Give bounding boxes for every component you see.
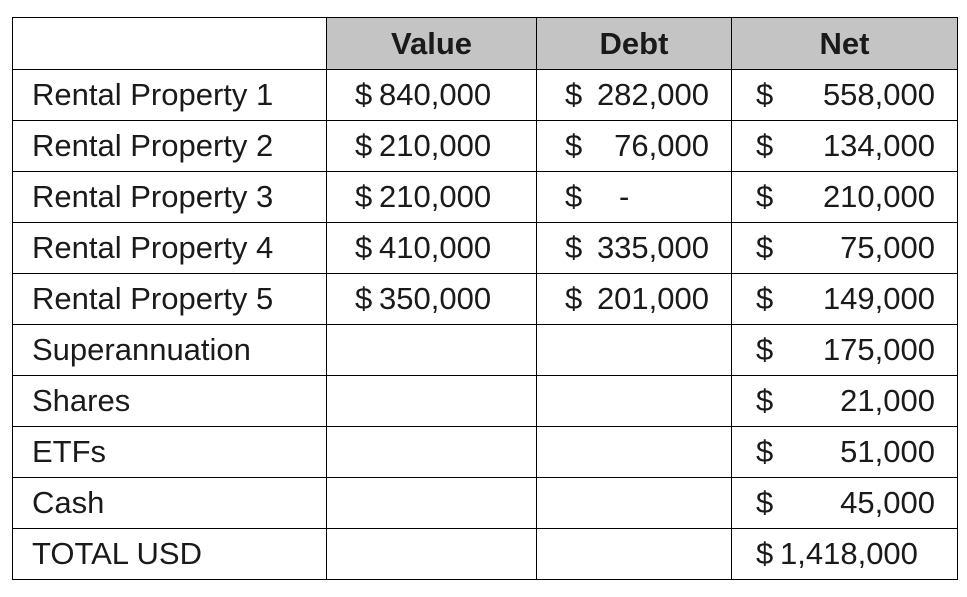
net-amount: 45,000 [840,485,935,520]
value-amount: 350,000 [379,281,492,316]
debt-cell[interactable] [537,325,732,376]
value-cell[interactable] [327,274,537,325]
row-label-cell[interactable]: ETFs [13,427,327,478]
header-value[interactable]: Value [327,18,537,70]
currency-symbol: $ [756,536,774,571]
table-row [13,274,958,325]
net-cell[interactable] [732,529,958,580]
row-label-cell[interactable]: TOTAL USD [13,529,327,580]
row-label-cell[interactable]: Shares [13,376,327,427]
value-cell[interactable] [327,223,537,274]
table-row [13,121,958,172]
net-amount: 51,000 [840,434,935,469]
row-label-cell[interactable]: Rental Property 4 [13,223,327,274]
net-amount: 21,000 [840,383,935,418]
table-row [13,376,958,427]
row-label-cell[interactable]: Rental Property 1 [13,70,327,121]
row-label-cell[interactable]: Rental Property 2 [13,121,327,172]
value-cell[interactable] [327,529,537,580]
debt-cell[interactable] [537,172,732,223]
currency-symbol: $ [756,281,774,316]
debt-cell[interactable] [537,478,732,529]
table-row [13,70,958,121]
net-worth-table [12,17,958,580]
debt-cell[interactable] [537,70,732,121]
currency-symbol: $ [355,77,373,112]
debt-cell[interactable] [537,274,732,325]
net-amount: 75,000 [840,230,935,265]
row-label-cell[interactable]: Cash [13,478,327,529]
table-row [13,325,958,376]
currency-symbol: $ [565,179,583,214]
row-label-cell[interactable]: Rental Property 3 [13,172,327,223]
currency-symbol: $ [565,77,583,112]
row-label-cell[interactable]: Rental Property 5 [13,274,327,325]
table-row [13,478,958,529]
net-cell[interactable] [732,70,958,121]
debt-amount: 76,000 [614,128,709,163]
debt-cell[interactable] [537,223,732,274]
value-cell[interactable] [327,376,537,427]
currency-symbol: $ [756,383,774,418]
currency-symbol: $ [756,230,774,265]
value-amount: 840,000 [379,77,492,112]
net-amount: 149,000 [822,281,935,316]
net-amount: 175,000 [822,332,935,367]
debt-amount: 282,000 [596,77,709,112]
currency-symbol: $ [756,128,774,163]
net-amount: 1,418,000 [780,536,918,571]
value-cell[interactable] [327,325,537,376]
net-amount: 210,000 [822,179,935,214]
net-cell[interactable] [732,427,958,478]
currency-symbol: $ [565,281,583,316]
net-cell[interactable] [732,478,958,529]
currency-symbol: $ [756,434,774,469]
value-amount: 210,000 [379,128,492,163]
currency-symbol: $ [756,77,774,112]
net-amount: 558,000 [822,77,935,112]
value-amount: 210,000 [379,179,492,214]
row-label-cell[interactable]: Superannuation [13,325,327,376]
value-cell[interactable] [327,478,537,529]
net-cell[interactable] [732,121,958,172]
net-cell[interactable] [732,274,958,325]
debt-cell[interactable] [537,121,732,172]
header-corner-cell[interactable] [13,18,327,70]
value-cell[interactable] [327,427,537,478]
net-amount: 134,000 [822,128,935,163]
currency-symbol: $ [565,230,583,265]
net-cell[interactable] [732,376,958,427]
value-cell[interactable] [327,70,537,121]
currency-symbol: $ [355,281,373,316]
currency-symbol: $ [756,332,774,367]
table-row [13,427,958,478]
value-cell[interactable] [327,172,537,223]
currency-symbol: $ [355,179,373,214]
currency-symbol: $ [355,128,373,163]
value-amount: 410,000 [379,230,492,265]
debt-amount: - [619,179,630,214]
currency-symbol: $ [355,230,373,265]
debt-cell[interactable] [537,529,732,580]
debt-amount: 201,000 [596,281,709,316]
currency-symbol: $ [756,485,774,520]
value-cell[interactable] [327,121,537,172]
total-row [13,529,958,580]
debt-cell[interactable] [537,376,732,427]
header-net[interactable]: Net [732,18,958,70]
header-row [13,18,958,70]
table-row [13,223,958,274]
currency-symbol: $ [756,179,774,214]
header-debt[interactable]: Debt [537,18,732,70]
debt-amount: 335,000 [596,230,709,265]
net-cell[interactable] [732,172,958,223]
net-cell[interactable] [732,223,958,274]
debt-cell[interactable] [537,427,732,478]
net-cell[interactable] [732,325,958,376]
currency-symbol: $ [565,128,583,163]
table-row [13,172,958,223]
